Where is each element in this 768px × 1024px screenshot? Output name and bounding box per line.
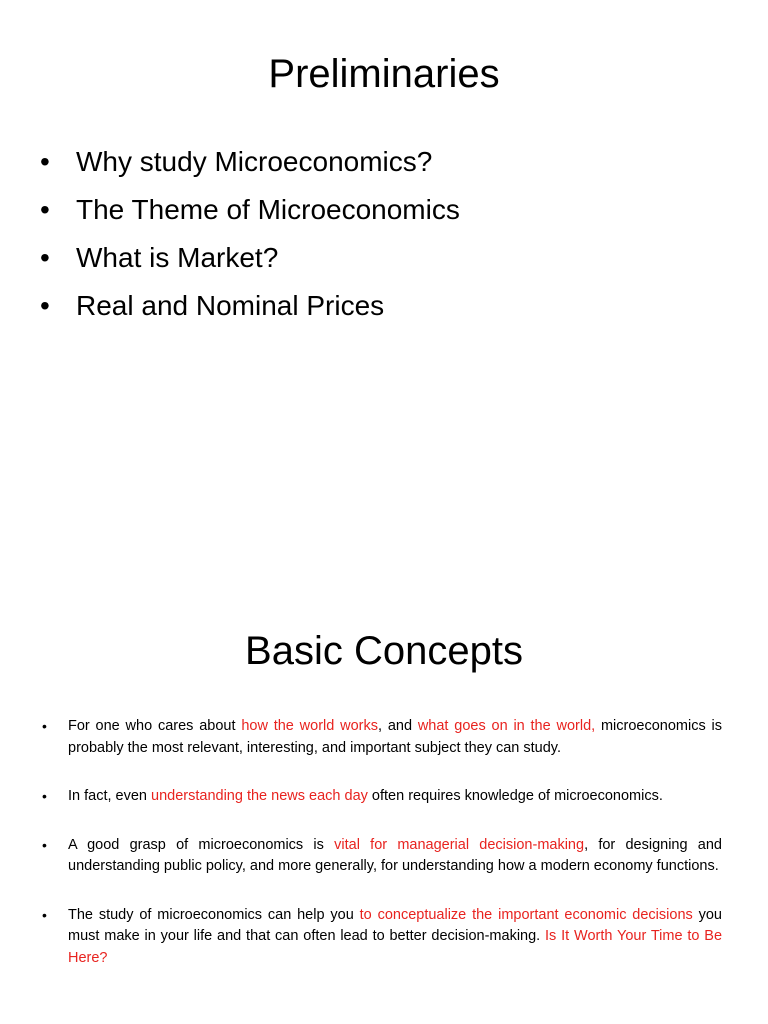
- text-run: , for designing and understanding public policy, and more generally, for understanding how a modern economy functions.: [68, 836, 722, 874]
- text-run: often requires knowledge of microeconomics.: [367, 788, 663, 804]
- bullet-list: [40, 138, 460, 330]
- bullet-icon: •: [42, 906, 47, 923]
- list-item: [40, 186, 460, 234]
- text-run: In fact, even: [68, 788, 152, 804]
- bullet-icon: •: [40, 146, 50, 177]
- bullet-icon: •: [42, 788, 47, 804]
- text-run: A good grasp of microeconomics is: [68, 836, 335, 853]
- list-item: [40, 138, 460, 186]
- list-item-text: The Theme of Microeconomics: [76, 194, 460, 225]
- bullet-icon: •: [40, 290, 50, 321]
- text-run: you must make in your life and that can often lead to better decision-making.: [68, 906, 722, 944]
- slide-title: Basic Concepts: [245, 629, 523, 673]
- bullet-icon: •: [42, 718, 47, 734]
- text-run: , and: [378, 718, 418, 734]
- list-item: [40, 716, 722, 759]
- highlighted-text: vital for managerial decision-making: [334, 836, 585, 853]
- bullet-icon: •: [42, 836, 47, 853]
- text-run: microeconomics is probably the most relevant, interesting, and important subject they can study.: [68, 718, 722, 756]
- bullet-icon: •: [40, 242, 50, 273]
- list-item: [40, 786, 722, 808]
- list-item: [40, 282, 460, 330]
- bullet-icon: •: [40, 194, 50, 225]
- text-run: For one who cares about: [68, 718, 242, 734]
- list-item: [40, 835, 722, 878]
- slide-basic-concepts: [0, 576, 768, 1024]
- list-item-text: Real and Nominal Prices: [76, 290, 385, 321]
- highlighted-text: how the world works: [241, 718, 378, 734]
- highlighted-text: to conceptualize the important economic decisions: [359, 906, 693, 923]
- list-item-text: What is Market?: [76, 242, 279, 273]
- slide-title: Preliminaries: [268, 52, 500, 96]
- highlighted-text: Is It Worth Your Time to Be Here?: [68, 928, 723, 966]
- highlighted-text: understanding the news each day: [151, 788, 368, 804]
- bullet-list: [40, 716, 722, 996]
- highlighted-text: what goes on in the world,: [417, 718, 596, 734]
- list-item-text: Why study Microeconomics?: [76, 146, 433, 177]
- list-item: [40, 234, 460, 282]
- list-item: [40, 905, 722, 970]
- text-run: The study of microeconomics can help you: [68, 906, 360, 923]
